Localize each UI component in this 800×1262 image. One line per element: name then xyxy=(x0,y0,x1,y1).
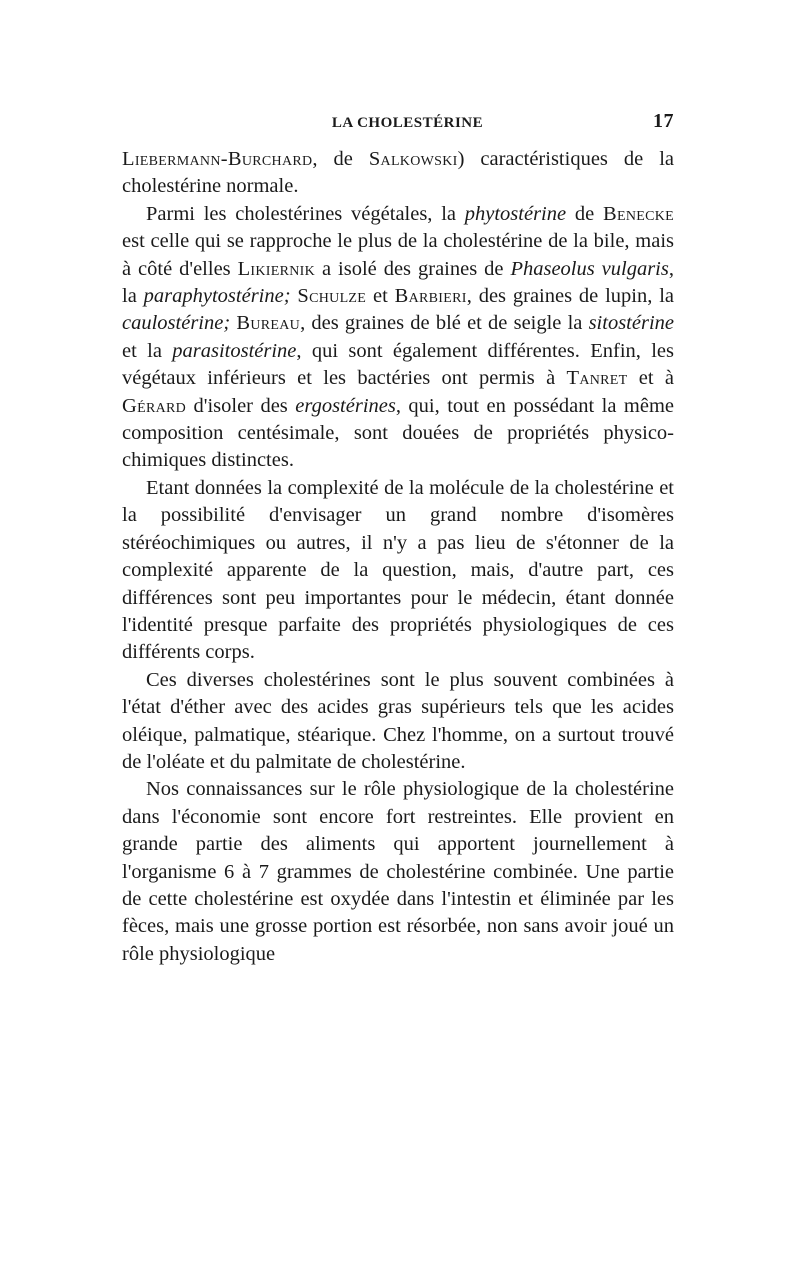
text-span: , qui sont également différentes. Enfin, les végétaux inférieurs et les bactéries ont permis à xyxy=(122,339,674,390)
book-page xyxy=(122,110,674,968)
text-span: Parmi les cholestérines végétales, la xyxy=(146,202,465,225)
term-italic: Phaseolus vulgaris xyxy=(510,257,669,280)
term-italic: ergostérines xyxy=(295,394,396,417)
page-number: 17 xyxy=(653,110,674,132)
text-span: , de xyxy=(312,148,369,170)
term-italic: paraphytostérine; xyxy=(143,285,291,308)
paragraph-1 xyxy=(122,146,674,201)
text-span: et xyxy=(366,285,395,308)
text-span: , des graines de lupin, la xyxy=(466,285,675,308)
text-span: a isolé des graines de xyxy=(315,257,511,280)
author-name: Gérard xyxy=(122,394,187,417)
text-span: de xyxy=(566,202,603,225)
author-name: Schulze xyxy=(297,285,367,308)
paragraph-2 xyxy=(122,201,674,475)
author-name: Bureau xyxy=(236,312,301,335)
text-span: d'isoler des xyxy=(186,394,296,417)
term-italic: phytostérine xyxy=(464,202,567,225)
text-span: et à xyxy=(627,367,674,390)
author-name: Salkowski xyxy=(368,148,458,170)
author-name: Barbieri xyxy=(394,285,467,308)
term-italic: caulostérine; xyxy=(122,312,231,335)
term-italic: sitostérine xyxy=(588,312,674,335)
author-name: Likiernik xyxy=(237,257,316,280)
text-span: et la xyxy=(122,339,173,362)
author-name: Liebermann-Burchard xyxy=(122,148,313,170)
paragraph-4: Ces diverses cholestérines sont le plus souvent combinées à l'état d'éther avec des acides gras supérieurs tels que les acides oléique, palmatique, stéarique. Chez l'homme, on a surtout trouvé de l'oléate et du palmitate de cholestérine. xyxy=(122,668,674,773)
text-span: , des graines de blé et de seigle la xyxy=(300,312,589,335)
page-header xyxy=(122,110,674,144)
text-span: est celle qui se rapproche le plus de la cholestérine de la bile, mais à côté d'elles xyxy=(122,230,674,280)
author-name: Benecke xyxy=(603,202,674,225)
term-italic: parasitostérine xyxy=(172,339,297,362)
author-name: Tanret xyxy=(566,367,628,390)
text-span: , la xyxy=(122,257,674,308)
text-span: , qui, tout en possédant la même composition centésimale, sont douées de propriétés physico-chimiques distinctes. xyxy=(122,394,674,472)
body-text xyxy=(122,146,674,968)
paragraph-5: Nos connaissances sur le rôle physiologique de la cholestérine dans l'économie sont encore fort restreintes. Elle provient en grande partie des aliments qui apportent journellement à l'organisme 6 à 7 grammes de cholestérine combinée. Une partie de cette cholestérine est oxydée dans l'intestin et éliminée par les fèces, mais une grosse portion est résorbée, non sans avoir joué un rôle physiologique xyxy=(122,778,674,965)
running-head: LA CHOLESTÉRINE xyxy=(331,115,484,131)
paragraph-3: Etant données la complexité de la molécule de la cholestérine et la possibilité d'envisager un grand nombre d'isomères stéréochimiques ou autres, il n'y a pas lieu de s'étonner de la complexité apparente de la question, mais, d'autre part, ces différences sont peu importantes pour le médecin, étant donnée l'identité presque parfaite des propriétés physiologiques de ces différents corps. xyxy=(122,476,674,664)
text-span: ) caractéristiques de la cholestérine normale. xyxy=(122,148,674,198)
